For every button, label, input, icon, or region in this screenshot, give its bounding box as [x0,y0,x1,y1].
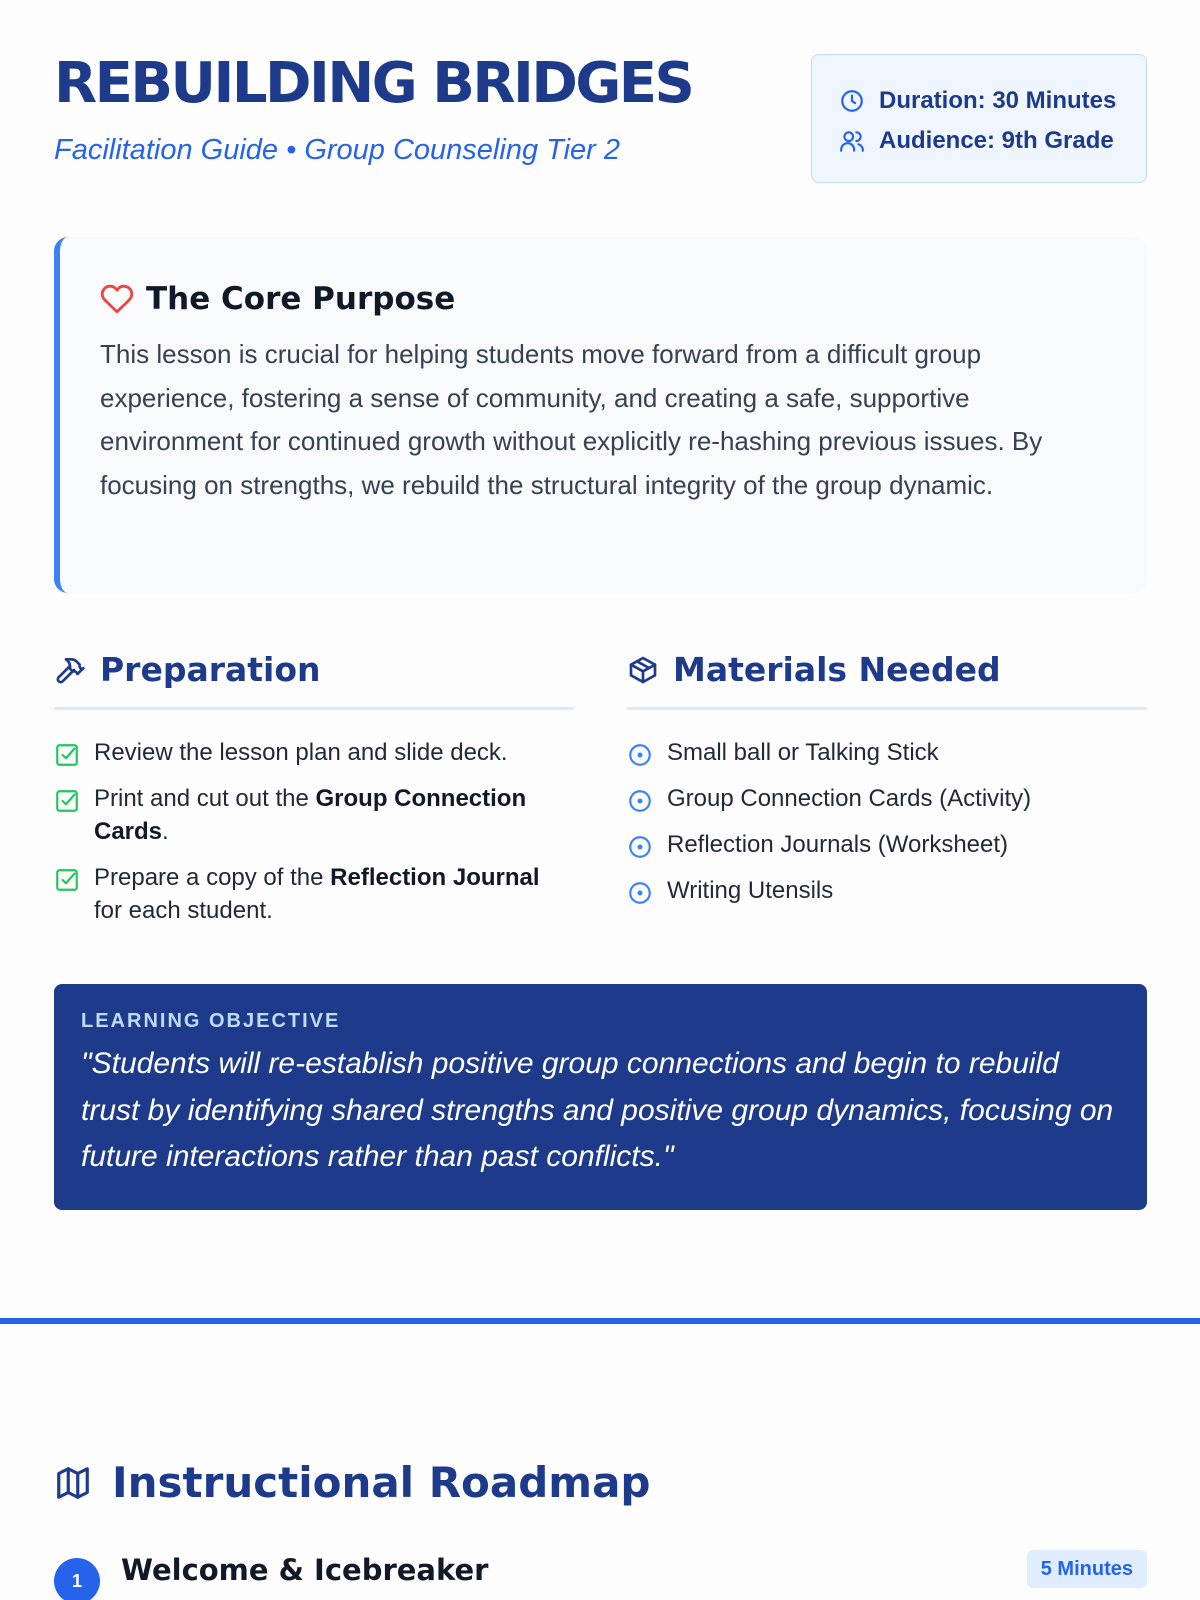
materials-list [627,736,1147,907]
duration-row [839,81,1146,121]
clock-icon [839,88,865,114]
core-purpose-header [100,277,1107,321]
learning-objective [54,984,1147,1210]
roadmap-step [54,1552,1147,1600]
roadmap-header [54,1458,650,1508]
preparation-section [54,650,574,940]
step-duration-badge: 5 Minutes [1027,1550,1147,1588]
check-square-icon [54,742,80,768]
objective-label: LEARNING OBJECTIVE [81,1010,341,1032]
audience-text: Audience: 9th Grade [879,127,1114,154]
circle-dot-icon [627,834,653,860]
list-item: Prepare a copy of the Reflection Journal for each student. [54,861,574,927]
circle-dot-icon [627,788,653,814]
preparation-title: Preparation [100,650,321,689]
step-title: Welcome & Icebreaker [121,1553,489,1587]
core-purpose-title: The Core Purpose [146,281,456,317]
check-square-icon [54,867,80,893]
list-item: Review the lesson plan and slide deck. [54,736,574,769]
duration-text: Duration: 30 Minutes [879,87,1117,114]
users-icon [839,128,865,154]
hammer-icon [54,654,86,686]
list-item: Small ball or Talking Stick [627,736,1147,769]
materials-header [627,650,1147,710]
objective-text: "Students will re-establish positive group connections and begin to rebuild trust by identifying shared strengths and positive group dynamics, focusing on future interactions rather than past conflicts." [81,1047,1114,1173]
core-purpose-text: This lesson is crucial for helping students move forward from a difficult group experience, fostering a sense of community, and creating a safe, supportive environment for continued growth without explicitly re-hashing previous issues. By focusing on strengths, we rebuild the structural integrity of the group dynamic. [100,339,1043,500]
header [54,51,1147,184]
list-item: Writing Utensils [627,874,1147,907]
list-item: Print and cut out the Group Connection Cards. [54,782,574,848]
list-item: Group Connection Cards (Activity) [627,782,1147,815]
map-icon [54,1464,92,1502]
materials-section [627,650,1147,920]
box-icon [627,654,659,686]
materials-title: Materials Needed [673,650,1001,689]
circle-dot-icon [627,880,653,906]
core-purpose-card [54,237,1147,593]
page-title: REBUILDING BRIDGES [54,51,693,116]
step-number-badge: 1 [54,1558,100,1600]
list-item: Reflection Journals (Worksheet) [627,828,1147,861]
heart-icon [100,282,134,316]
section-divider [0,1318,1200,1324]
meta-box [811,54,1147,183]
page-subtitle: Facilitation Guide • Group Counseling Tier 2 [54,134,621,166]
check-square-icon [54,788,80,814]
audience-row [839,121,1146,161]
preparation-list [54,736,574,927]
preparation-header [54,650,574,710]
roadmap-title: Instructional Roadmap [112,1458,651,1507]
circle-dot-icon [627,742,653,768]
